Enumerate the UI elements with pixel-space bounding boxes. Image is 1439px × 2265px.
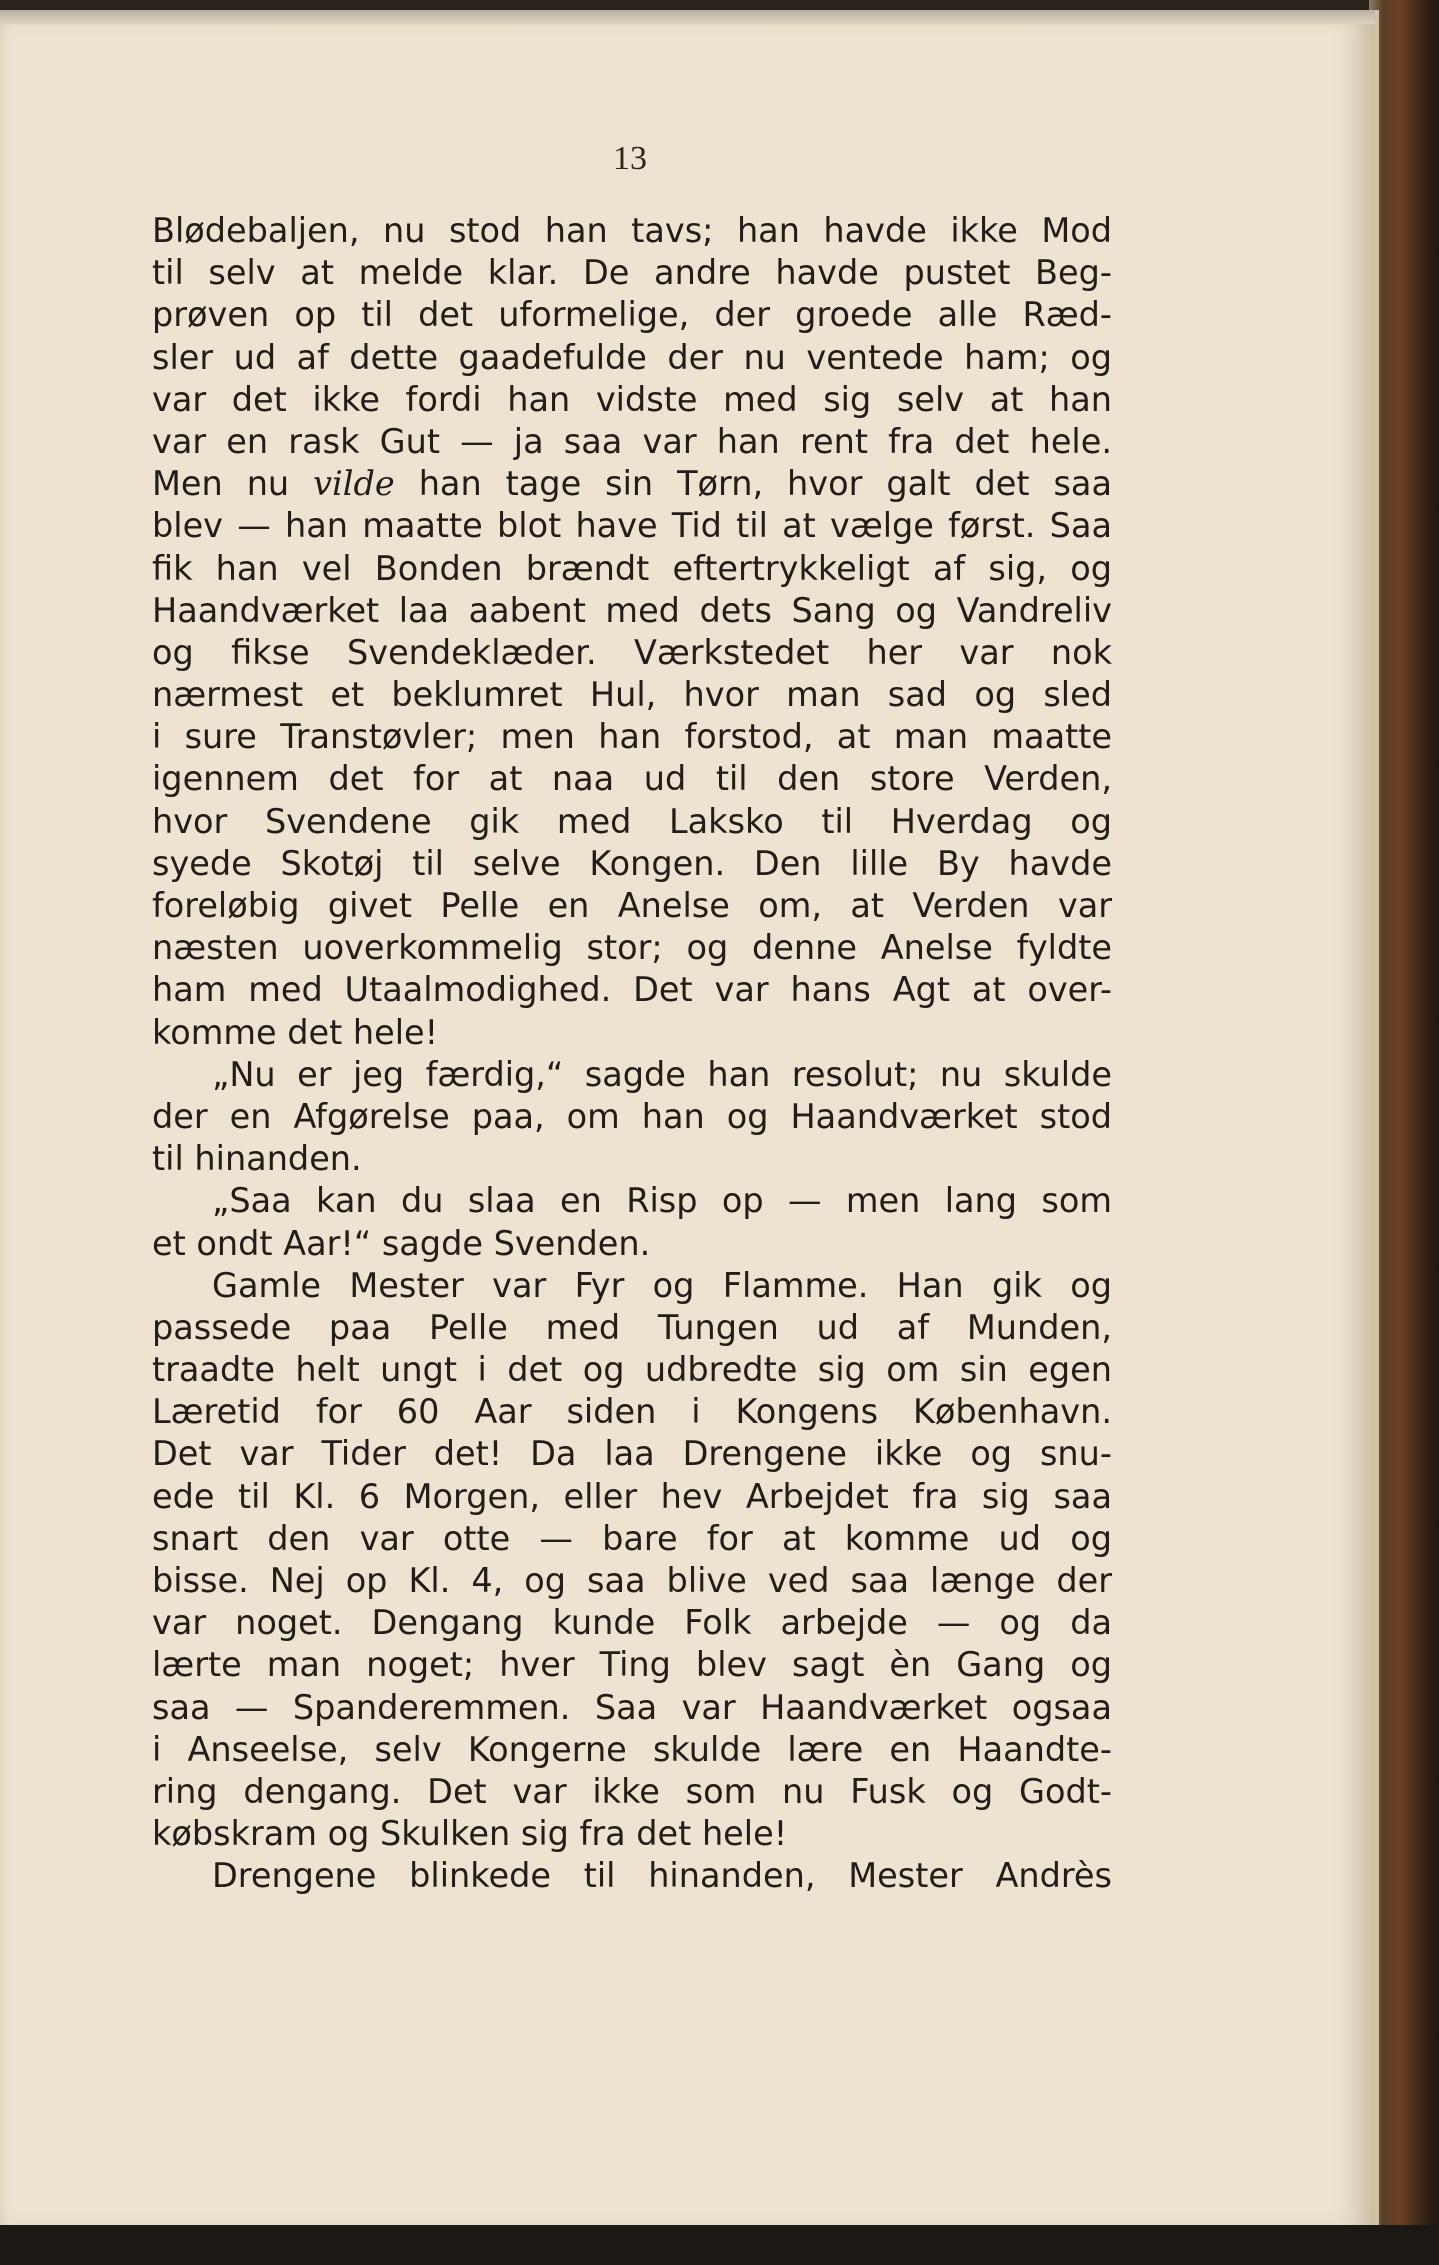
text-line: komme det hele!	[152, 1012, 439, 1052]
text-line: til hinanden.	[152, 1139, 362, 1179]
text-line: nærmest et beklumret Hul, hvor man sad og sled	[152, 675, 1112, 715]
text-line: et ondt Aar!“ sagde Svenden.	[152, 1223, 651, 1263]
text-line: der en Afgørelse paa, om han og Haandværket stod	[152, 1096, 1112, 1136]
text-fragment: Men nu	[152, 464, 314, 504]
text-line: Blødebaljen, nu stod han tavs; han havde ikke Mod	[152, 211, 1112, 250]
text-line: hvor Svendene gik med Laksko til Hverdag og	[152, 801, 1112, 841]
emphasized-word: vilde	[313, 464, 395, 504]
text-line-with-emphasis	[152, 463, 1112, 505]
text-line: fik han vel Bonden brændt eftertrykkeligt af sig, og	[152, 548, 1112, 588]
text-line: i sure Transtøvler; men han forstod, at man maatte	[152, 717, 1112, 757]
book-edge	[1369, 0, 1439, 2265]
text-line: i Anseelse, selv Kongerne skulde lære en Haandte-	[152, 1729, 1112, 1769]
text-line: Gamle Mester var Fyr og Flamme. Han gik og	[212, 1265, 1112, 1305]
body-text	[152, 210, 1112, 1898]
text-line: syede Skotøj til selve Kongen. Den lille By havde	[152, 843, 1112, 883]
text-line: ede til Kl. 6 Morgen, eller hev Arbejdet fra sig saa	[152, 1476, 1112, 1516]
text-line: „Nu er jeg færdig,“ sagde han resolut; nu skulde	[212, 1054, 1112, 1094]
text-line: var det ikke fordi han vidste med sig selv at han	[152, 379, 1112, 419]
text-line: Haandværket laa aabent med dets Sang og Vandreliv	[152, 590, 1112, 630]
text-line: sler ud af dette gaadefulde der nu ventede ham; og	[152, 337, 1112, 377]
text-line: ring dengang. Det var ikke som nu Fusk og Godt-	[152, 1771, 1112, 1811]
text-fragment: han tage sin Tørn, hvor galt det saa	[394, 464, 1112, 504]
text-line: og fikse Svendeklæder. Værkstedet her var nok	[152, 632, 1112, 672]
text-line: til selv at melde klar. De andre havde pustet Beg-	[152, 253, 1112, 293]
text-line: bisse. Nej op Kl. 4, og saa blive ved saa længe der	[152, 1561, 1112, 1600]
text-line: „Saa kan du slaa en Risp op — men lang som	[212, 1181, 1112, 1221]
text-line: passede paa Pelle med Tungen ud af Munden,	[152, 1307, 1112, 1347]
text-line: foreløbig givet Pelle en Anelse om, at Verden var	[152, 886, 1112, 925]
text-line: ham med Utaalmodighed. Det var hans Agt at over-	[152, 970, 1112, 1010]
text-line: lærte man noget; hver Ting blev sagt èn Gang og	[152, 1645, 1112, 1685]
text-line: næsten uoverkommelig stor; og denne Anelse fyldte	[152, 928, 1112, 968]
page-bottom-edge	[0, 2225, 1439, 2265]
text-line: købskram og Skulken sig fra det hele!	[152, 1814, 788, 1854]
page-top-edge	[0, 10, 1375, 24]
text-line: prøven op til det uformelige, der groede alle Ræd-	[152, 295, 1112, 335]
text-line: var en rask Gut — ja saa var han rent fra det hele.	[152, 421, 1112, 461]
text-line: traadte helt ungt i det og udbredte sig om sin egen	[152, 1350, 1112, 1390]
page-number: 13	[613, 140, 647, 177]
text-line: Læretid for 60 Aar siden i Kongens København.	[152, 1392, 1112, 1432]
text-line: var noget. Dengang kunde Folk arbejde — og da	[152, 1603, 1112, 1643]
text-line: Drengene blinkede til hinanden, Mester Andrès	[212, 1856, 1112, 1896]
text-line: blev — han maatte blot have Tid til at vælge først. Saa	[152, 506, 1112, 546]
text-line: saa — Spanderemmen. Saa var Haandværket ogsaa	[152, 1687, 1112, 1727]
text-line: igennem det for at naa ud til den store Verden,	[152, 759, 1112, 799]
text-line: Det var Tider det! Da laa Drengene ikke og snu-	[152, 1434, 1112, 1474]
text-line: snart den var otte — bare for at komme ud og	[152, 1518, 1112, 1558]
